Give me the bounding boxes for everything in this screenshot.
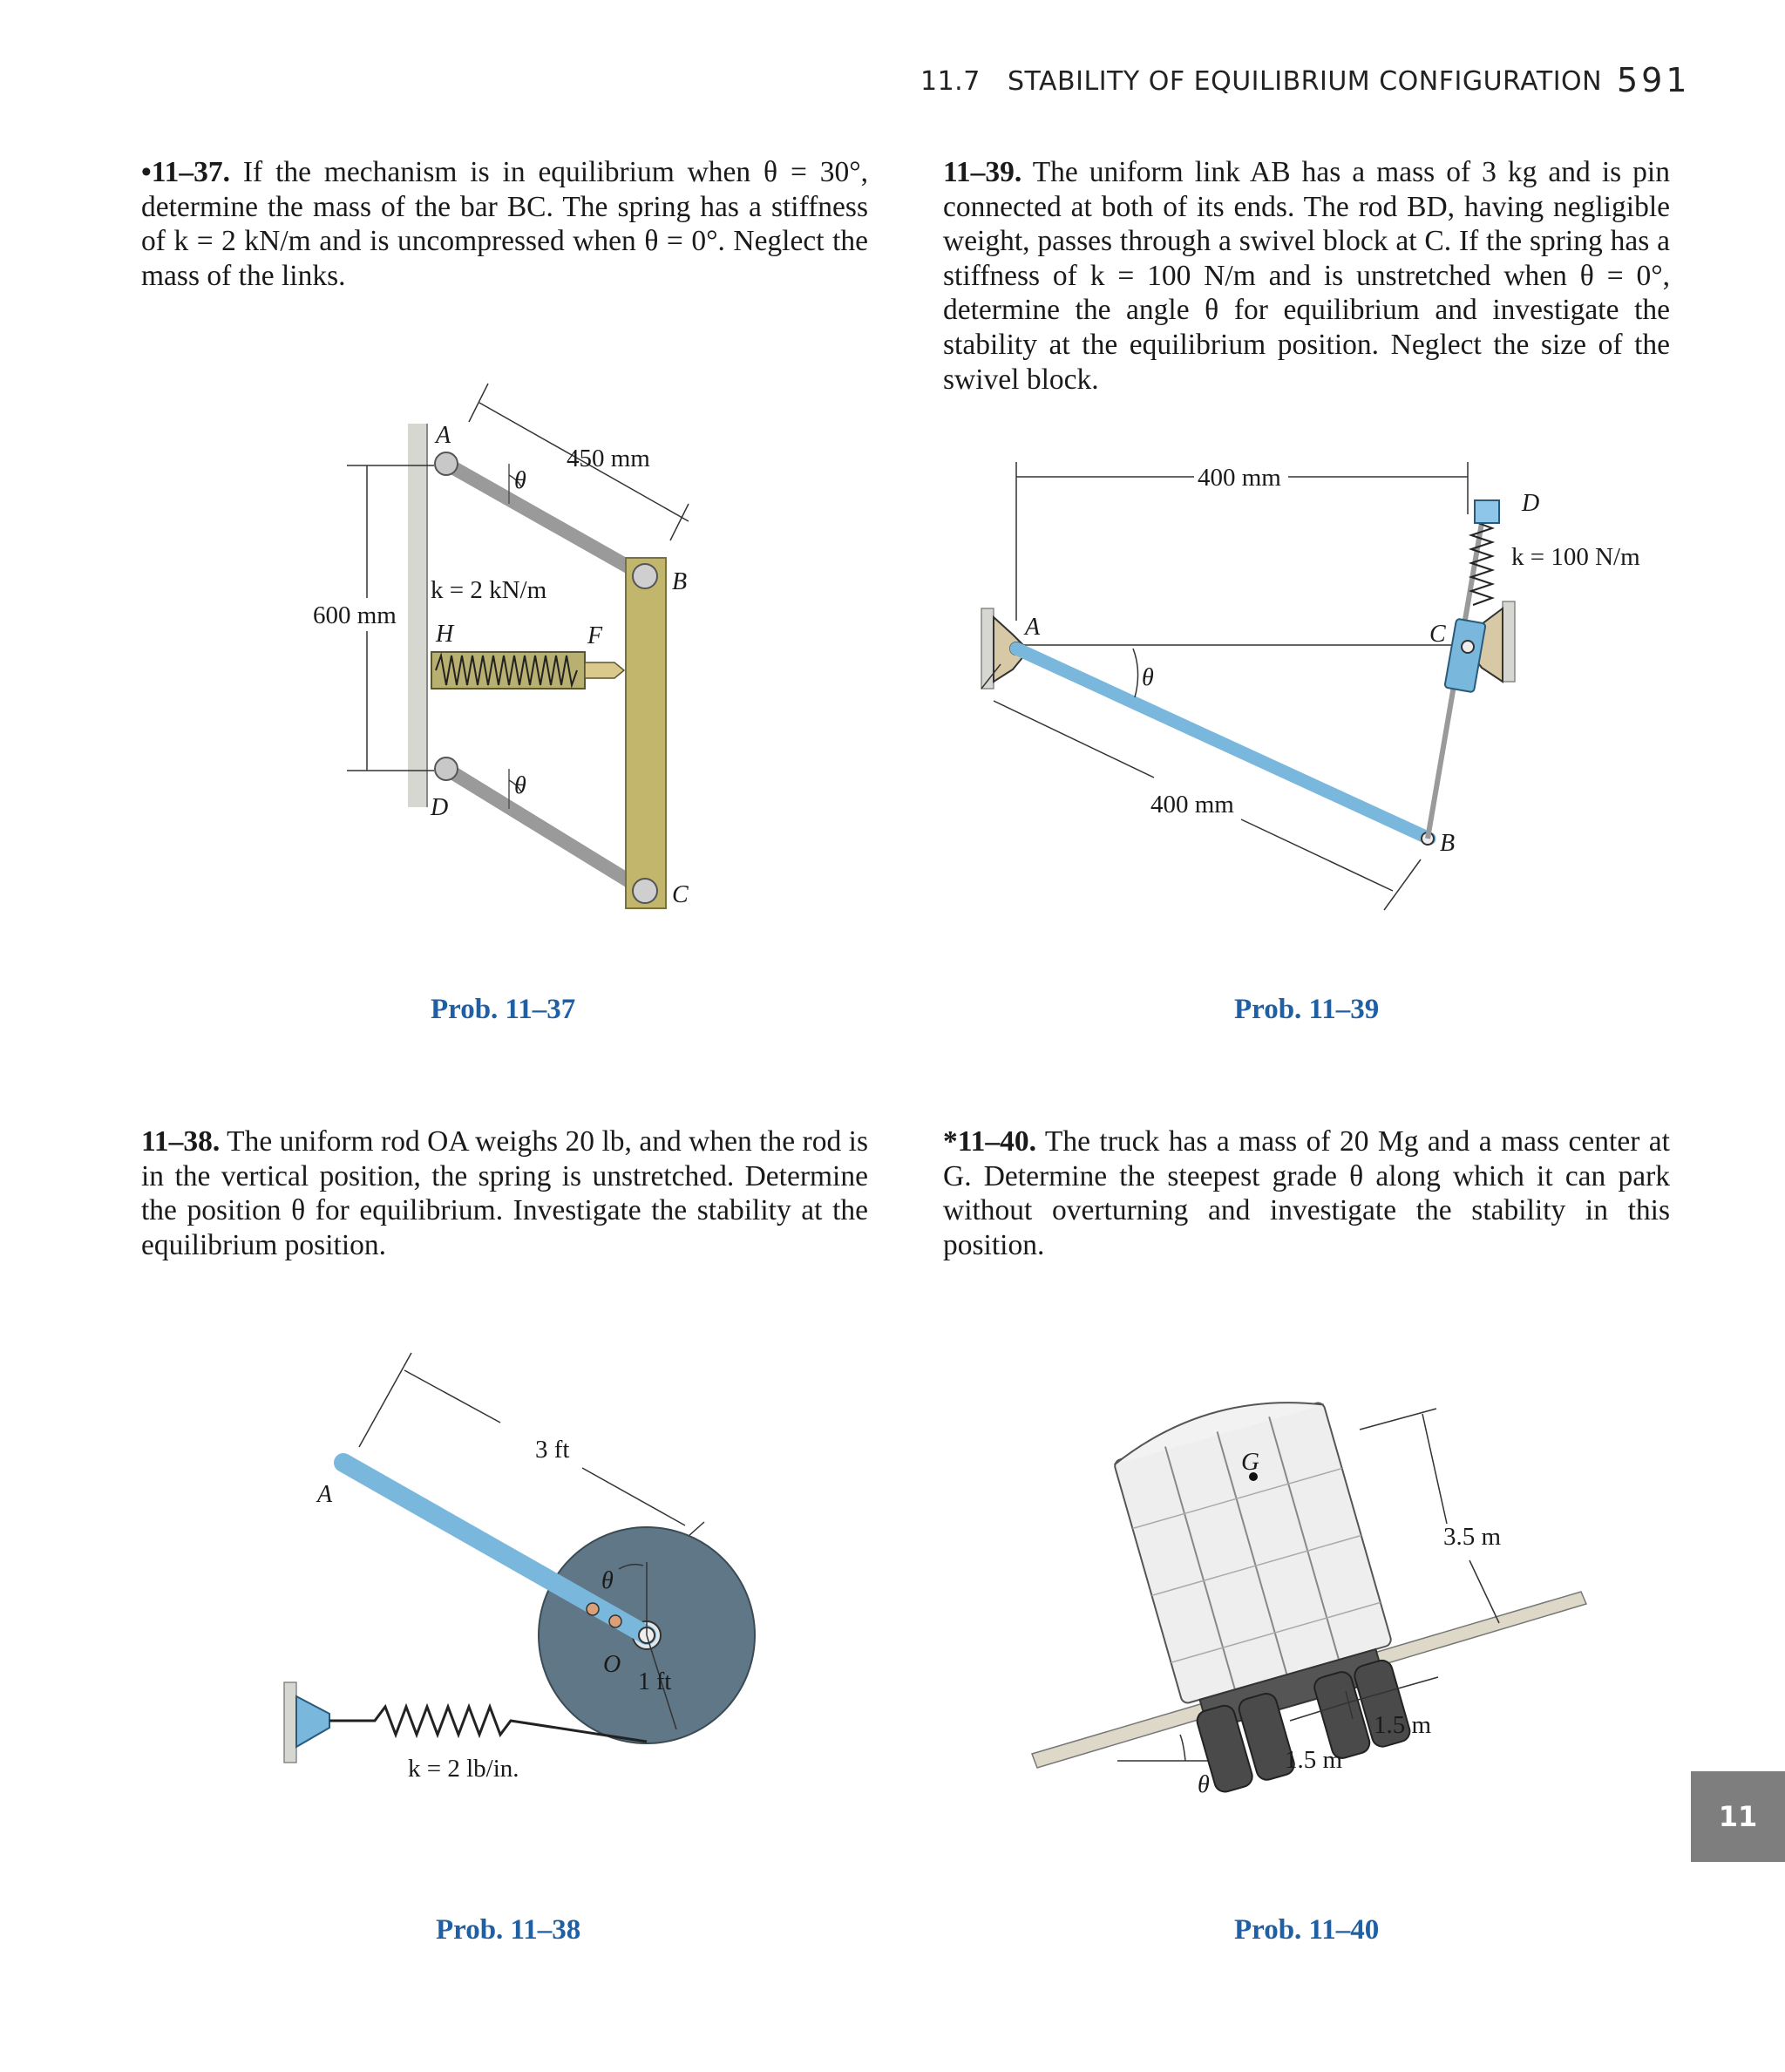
label-f: F <box>587 622 603 649</box>
chapter-tab <box>1691 1771 1785 1862</box>
caption-11-37: Prob. 11–37 <box>431 994 576 1025</box>
problem-11-37 <box>141 155 868 293</box>
label-stiffness: k = 2 lb/in. <box>408 1755 519 1783</box>
section-title: STABILITY OF EQUILIBRIUM CONFIGURATION <box>1008 66 1603 97</box>
problem-number: 11–39. <box>943 156 1022 188</box>
problem-number: 11–40. <box>957 1125 1037 1158</box>
figure-11-38 <box>279 1342 750 1796</box>
truck <box>1108 1383 1419 1797</box>
dim-450mm: 450 mm <box>567 445 650 472</box>
problem-number: 11–37. <box>151 156 231 188</box>
label-o: O <box>603 1651 621 1678</box>
label-a: A <box>317 1481 333 1508</box>
problem-text: The uniform link AB has a mass of 3 kg and is pin connected at both of its ends. The rod BD, having negligible weight, passes through a swivel block at C. If the spring has a stiffness of k = 100 N/m and is unstretched when θ = 0°, determine the angle θ for equilibrium and investigate the stability at the equilibrium position. Neglect the size of the swivel block. <box>943 156 1670 396</box>
link-dc <box>446 769 645 891</box>
dim-3-5m: 3.5 m <box>1443 1523 1502 1551</box>
label-theta-top: θ <box>514 467 526 494</box>
link-ab <box>446 464 645 576</box>
problem-text: The uniform rod OA weighs 20 lb, and when the rod is in the vertical position, the spring is unstretched. Determine the position θ for equilibrium. Investigate the stability at the equilibrium position. <box>141 1125 868 1261</box>
problem-text: If the mechanism is in equilibrium when θ = 30°, determine the mass of the bar BC. The spring has a stiffness of k = 2 kN/m and is uncompressed when θ = 0°. Neglect the mass of the links. <box>141 156 868 292</box>
dim-link-400mm: 400 mm <box>1150 791 1234 819</box>
label-theta-bottom: θ <box>514 772 526 799</box>
label-h: H <box>436 621 454 648</box>
figure-11-40 <box>1020 1342 1595 1796</box>
problem-text: The truck has a mass of 20 Mg and a mass center at G. Determine the steepest grade θ along which it can park without overturning and investigate the stability in this position. <box>943 1125 1670 1261</box>
bar-bc <box>626 558 666 908</box>
dim-3ft: 3 ft <box>535 1436 570 1464</box>
label-d: D <box>431 794 449 821</box>
caption-11-39: Prob. 11–39 <box>1234 994 1380 1025</box>
label-d: D <box>1522 490 1540 517</box>
label-c: C <box>672 881 689 908</box>
dim-1-5m-upper: 1.5 m <box>1374 1711 1432 1739</box>
dim-600mm: 600 mm <box>313 601 397 629</box>
label-a: A <box>436 422 451 449</box>
label-stiffness: k = 2 kN/m <box>431 576 547 604</box>
label-b: B <box>1440 830 1456 857</box>
dim-1ft: 1 ft <box>638 1668 672 1695</box>
wall <box>408 424 427 807</box>
problem-11-38 <box>141 1124 868 1262</box>
chapter-tab-number: 11 <box>1718 1800 1758 1833</box>
section-number: 11.7 <box>920 66 981 97</box>
problem-11-40 <box>943 1124 1670 1262</box>
dim-span-400mm: 400 mm <box>1198 464 1281 492</box>
label-a: A <box>1025 614 1041 641</box>
figure-11-39 <box>967 453 1640 924</box>
label-theta: θ <box>601 1567 614 1594</box>
caption-11-40: Prob. 11–40 <box>1234 1914 1380 1946</box>
problem-number: 11–38. <box>141 1125 221 1158</box>
label-theta: θ <box>1198 1771 1210 1798</box>
problem-bullet: • <box>141 156 152 188</box>
label-g: G <box>1241 1448 1259 1476</box>
swivel-block <box>1444 619 1485 693</box>
label-theta: θ <box>1142 664 1154 691</box>
problem-11-39 <box>943 155 1670 397</box>
problem-bullet: * <box>943 1125 958 1158</box>
label-c: C <box>1429 621 1446 648</box>
label-stiffness: k = 100 N/m <box>1511 543 1640 571</box>
page-number: 591 <box>1617 61 1691 99</box>
dim-1-5m-lower: 1.5 m <box>1285 1746 1343 1774</box>
figure-11-37 <box>296 410 706 924</box>
label-b: B <box>672 568 688 595</box>
caption-11-38: Prob. 11–38 <box>436 1914 581 1946</box>
